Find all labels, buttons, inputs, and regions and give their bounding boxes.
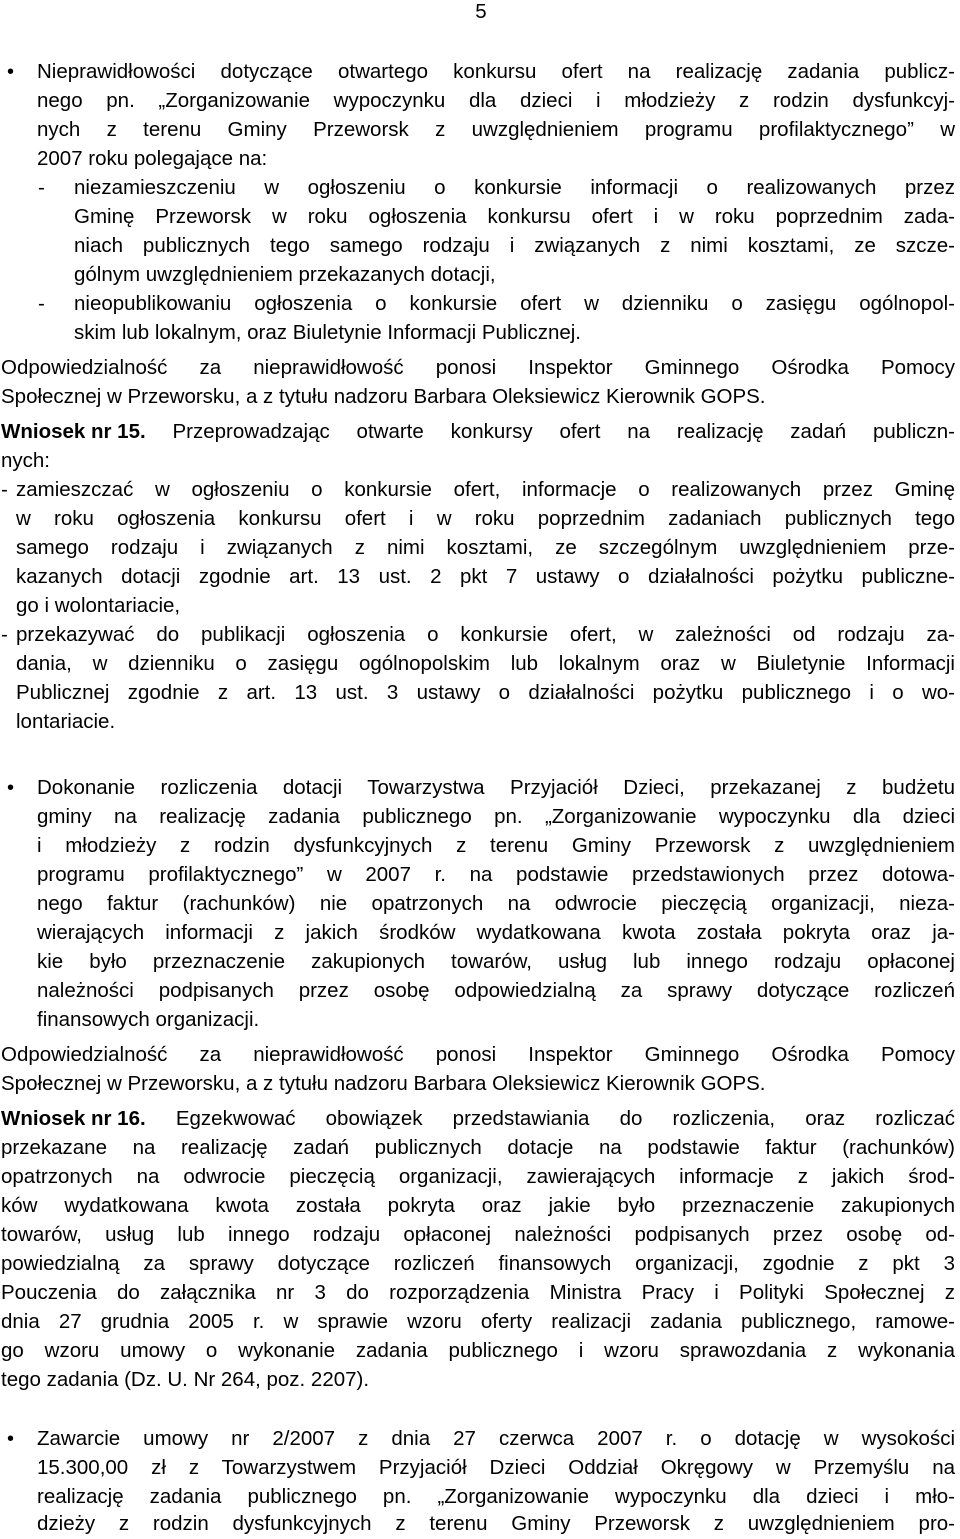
text-line: programu profilaktycznego” w 2007 r. na podstawie przedstawionych przez dotowa-: [37, 863, 955, 886]
text-line: finansowych organizacji.: [37, 1008, 260, 1031]
text-line: nego faktur (rachunków) nie opatrzonych na odwrocie pieczęcią organizacji, nieza-: [37, 892, 955, 915]
text-line: lontariacie.: [16, 710, 116, 733]
text-line: Publicznej zgodnie z art. 13 ust. 3 ustawy o działalności pożytku publicznego i o wo-: [16, 681, 955, 704]
text-line: [1, 1105, 955, 1134]
text-line: powiedzialną za sprawy dotyczące rozliczeń finansowych organizacji, zgodnie z pkt 3: [1, 1252, 955, 1275]
text-line: przekazywać do publikacji ogłoszenia o konkursie ofert, w zależności od rodzaju za-: [16, 623, 955, 646]
text-line: ków wydatkowana kwota została pokryta oraz jakie było przeznaczenie zakupionych: [1, 1194, 955, 1217]
text-line: Nieprawidłowości dotyczące otwartego konkursu ofert na realizację zadania publicz-: [37, 60, 955, 83]
list-dash: -: [38, 292, 45, 315]
wniosek-text: Przeprowadzając otwarte konkursy ofert na realizację zadań publiczn-: [145, 420, 955, 443]
text-line: Odpowiedzialność za nieprawidłowość ponosi Inspektor Gminnego Ośrodka Pomocy: [1, 356, 955, 379]
text-line: [1, 418, 955, 447]
text-line: 15.300,00 zł z Towarzystwem Przyjaciół Dzieci Oddział Okręgowy w Przemyślu na: [37, 1456, 955, 1479]
text-line: niezamieszczeniu w ogłoszeniu o konkursie informacji o realizowanych przez: [74, 176, 955, 199]
list-dash: -: [1, 478, 8, 501]
text-line: w roku ogłoszenia konkursu ofert i w roku poprzednim zadaniach publicznych tego: [16, 507, 955, 530]
text-line: 2007 roku polegające na:: [37, 147, 268, 170]
text-line: przekazane na realizację zadań publicznych dotacje na podstawie faktur (rachunków): [1, 1136, 955, 1159]
text-line: realizację zadania publicznego pn. „Zorganizowanie wypoczynku dla dzieci i mło-: [37, 1485, 955, 1508]
list-dash: -: [38, 176, 45, 199]
text-line: Dokonanie rozliczenia dotacji Towarzystwa Przyjaciół Dzieci, przekazanej z budżetu: [37, 776, 955, 799]
text-line: dania, w dzienniku o zasięgu ogólnopolskim lub lokalnym oraz w Biuletynie Informacji: [16, 652, 955, 675]
text-line: opatrzonych na odwrocie pieczęcią organizacji, zawierających informacje z jakich środ-: [1, 1165, 955, 1188]
text-line: go i wolontariacie,: [16, 594, 181, 617]
wniosek-label: Wniosek nr 15.: [1, 420, 146, 443]
text-line: i młodzieży z rodzin dysfunkcyjnych z terenu Gminy Przeworsk z uwzględnieniem: [37, 834, 955, 857]
text-line: Zawarcie umowy nr 2/2007 z dnia 27 czerwca 2007 r. o dotację w wysokości: [37, 1427, 955, 1450]
text-line: kazanych dotacji zgodnie art. 13 ust. 2 pkt 7 ustawy o działalności pożytku publiczne-: [16, 565, 955, 588]
text-line: go wzoru umowy o wykonanie zadania publicznego i wzoru sprawozdania z wykonania: [1, 1339, 955, 1362]
text-line: Odpowiedzialność za nieprawidłowość ponosi Inspektor Gminnego Ośrodka Pomocy: [1, 1043, 955, 1066]
text-line: Pouczenia do załącznika nr 3 do rozporządzenia Ministra Pracy i Polityki Społecznej z: [1, 1281, 955, 1304]
bullet-icon: •: [7, 61, 15, 83]
page-number: 5: [475, 0, 487, 23]
wniosek-text: Egzekwować obowiązek przedstawiania do rozliczenia, oraz rozliczać: [145, 1107, 955, 1130]
text-line: gólnym uwzględnieniem przekazanych dotacji,: [74, 263, 496, 286]
bullet-icon: •: [7, 777, 15, 799]
bullet-icon: •: [7, 1428, 15, 1450]
text-line: Społecznej w Przeworsku, a z tytułu nadzoru Barbara Oleksiewicz Kierownik GOPS.: [1, 1072, 766, 1095]
text-line: tego zadania (Dz. U. Nr 264, poz. 2207).: [1, 1368, 370, 1391]
text-line: należności podpisanych przez osobę odpowiedzialną za sprawy dotyczące rozliczeń: [37, 979, 955, 1002]
text-line: dzieży z rodzin dysfunkcyjnych z terenu Gminy Przeworsk z uwzględnieniem pro-: [37, 1512, 955, 1535]
text-line: Społecznej w Przeworsku, a z tytułu nadzoru Barbara Oleksiewicz Kierownik GOPS.: [1, 385, 766, 408]
text-line: samego rodzaju i związanych z nimi kosztami, ze szczególnym uwzględnieniem prze-: [16, 536, 955, 559]
text-line: towarów, usług lub innego rodzaju opłaconej należności podpisanych przez osobę od-: [1, 1223, 955, 1246]
text-line: zamieszczać w ogłoszeniu o konkursie ofert, informacje o realizowanych przez Gminę: [16, 478, 955, 501]
text-line: nieopublikowaniu ogłoszenia o konkursie ofert w dzienniku o zasięgu ogólnopol-: [74, 292, 955, 315]
text-line: niach publicznych tego samego rodzaju i związanych z nimi kosztami, ze szcze-: [74, 234, 955, 257]
text-line: skim lub lokalnym, oraz Biuletynie Informacji Publicznej.: [74, 321, 582, 344]
text-line: kie było przeznaczenie zakupionych towarów, usług lub innego rodzaju opłaconej: [37, 950, 955, 973]
list-dash: -: [1, 623, 8, 646]
text-line: Gminę Przeworsk w roku ogłoszenia konkursu ofert i w roku poprzednim zada-: [74, 205, 955, 228]
text-line: nego pn. „Zorganizowanie wypoczynku dla dzieci i młodzieży z rodzin dysfunkcyj-: [37, 89, 955, 112]
wniosek-label: Wniosek nr 16.: [1, 1107, 146, 1130]
text-line: gminy na realizację zadania publicznego pn. „Zorganizowanie wypoczynku dla dzieci: [37, 805, 955, 828]
text-line: dnia 27 grudnia 2005 r. w sprawie wzoru oferty realizacji zadania publicznego, ramowe-: [1, 1310, 955, 1333]
text-line: nych:: [1, 449, 50, 472]
text-line: wierających informacji z jakich środków wydatkowana kwota została pokryta oraz ja-: [37, 921, 955, 944]
text-line: nych z terenu Gminy Przeworsk z uwzględnieniem programu profilaktycznego” w: [37, 118, 955, 141]
